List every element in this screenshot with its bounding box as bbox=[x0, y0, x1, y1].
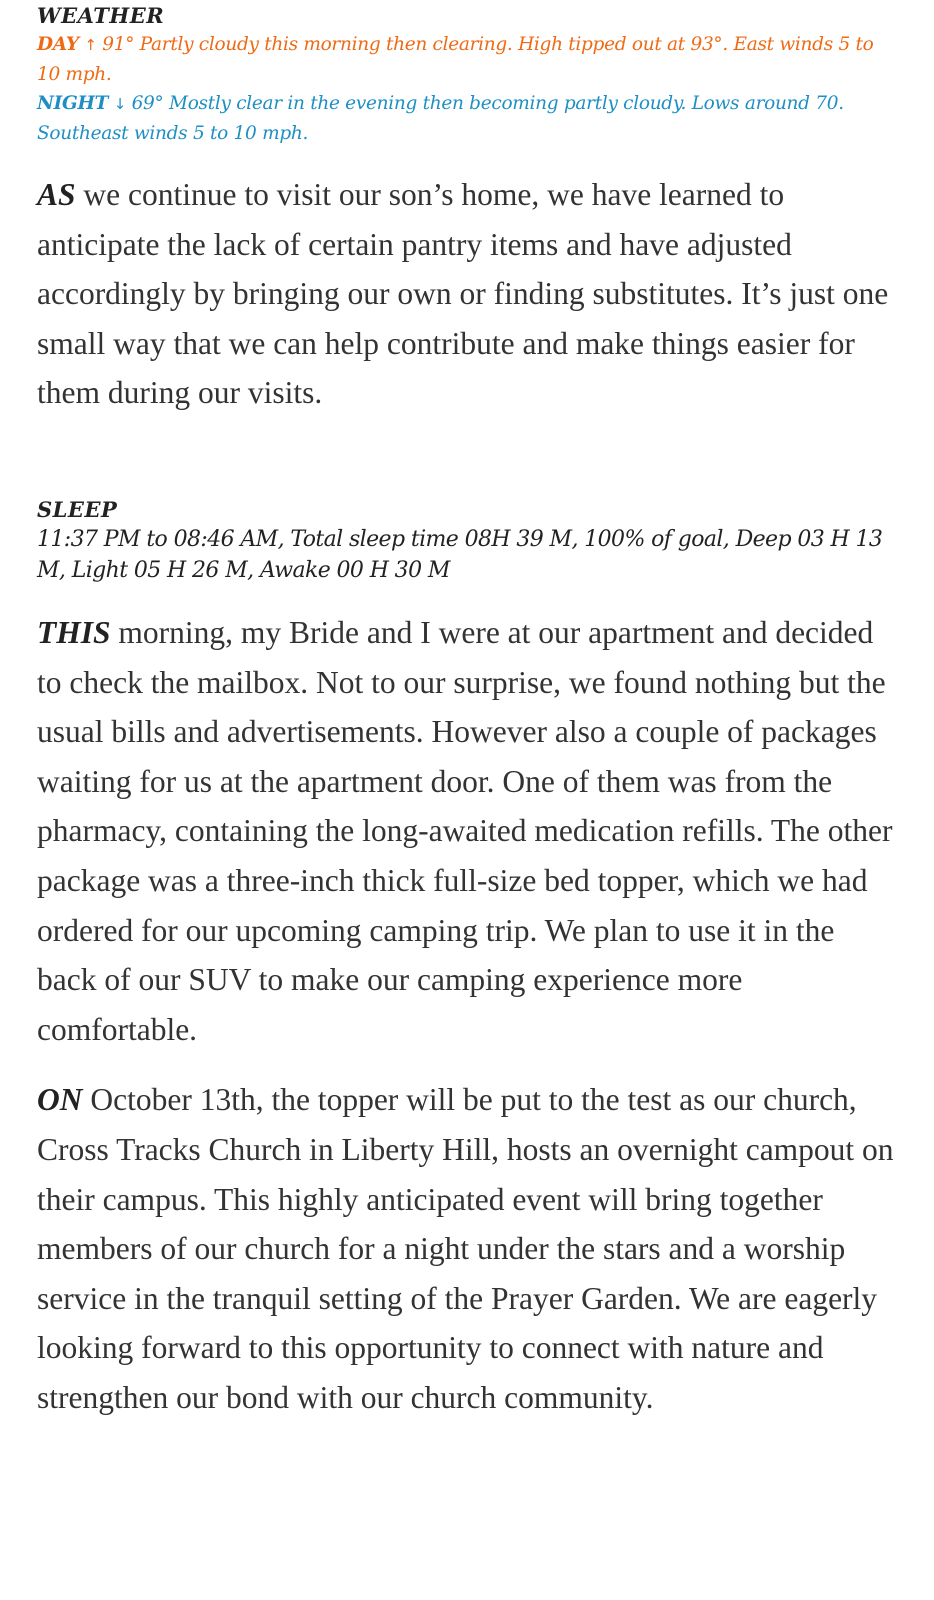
paragraph-lead: ON bbox=[37, 1082, 83, 1118]
day-forecast: 91° Partly cloudy this morning then clearing. High tipped out at 93°. East winds 5 to 10 mph. bbox=[37, 34, 874, 85]
paragraph-mailbox bbox=[37, 608, 899, 1054]
paragraph-text: we continue to visit our son’s home, we have learned to anticipate the lack of certain pantry items and have adjusted accordingly by bringing our own or finding substitutes. It’s just one small way that we can help contribute and make things easier for them during our visits. bbox=[37, 177, 889, 411]
day-label: DAY bbox=[37, 34, 79, 55]
arrow-up-icon: ↑ bbox=[84, 36, 97, 54]
paragraph-pantry bbox=[37, 170, 899, 418]
arrow-down-icon: ↓ bbox=[113, 95, 126, 113]
weather-day-line bbox=[37, 30, 899, 89]
night-label: NIGHT bbox=[37, 93, 109, 114]
night-forecast: 69° Mostly clear in the evening then becoming partly cloudy. Lows around 70. Southeast winds 5 to 10 mph. bbox=[37, 93, 844, 144]
paragraph-lead: AS bbox=[37, 177, 76, 212]
weather-night-line bbox=[37, 89, 899, 148]
sleep-summary: 11:37 PM to 08:46 AM, Total sleep time 08H 39 M, 100% of goal, Deep 03 H 13 M, Light 05 H 26 M, Awake 00 H 30 M bbox=[37, 526, 883, 583]
paragraph-text: morning, my Bride and I were at our apartment and decided to check the mailbox. Not to our surprise, we found nothing but the usual bills and advertisements. However also a couple of packages waiting for us at the apartment door. One of them was from the pharmacy, containing the long-awaited medication refills. The other package was a three-inch thick full-size bed topper, which we had ordered for our upcoming camping trip. We plan to use it in the back of our SUV to make our camping experience more comfortable. bbox=[37, 614, 893, 1047]
paragraph-text: October 13th, the topper will be put to the test as our church, Cross Tracks Church in Liberty Hill, hosts an overnight campout on their campus. This highly anticipated event will bring together members of our church for a night under the stars and a worship service in the tranquil setting of the Prayer Garden. We are eagerly looking forward to this opportunity to connect with nature and strengthen our bond with our church community. bbox=[37, 1082, 894, 1415]
paragraph-campout bbox=[37, 1075, 899, 1422]
paragraph-lead: THIS bbox=[37, 614, 111, 650]
sleep-heading: SLEEP bbox=[37, 496, 118, 522]
journal-entry bbox=[37, 0, 899, 1422]
weather-heading: WEATHER bbox=[37, 3, 165, 28]
